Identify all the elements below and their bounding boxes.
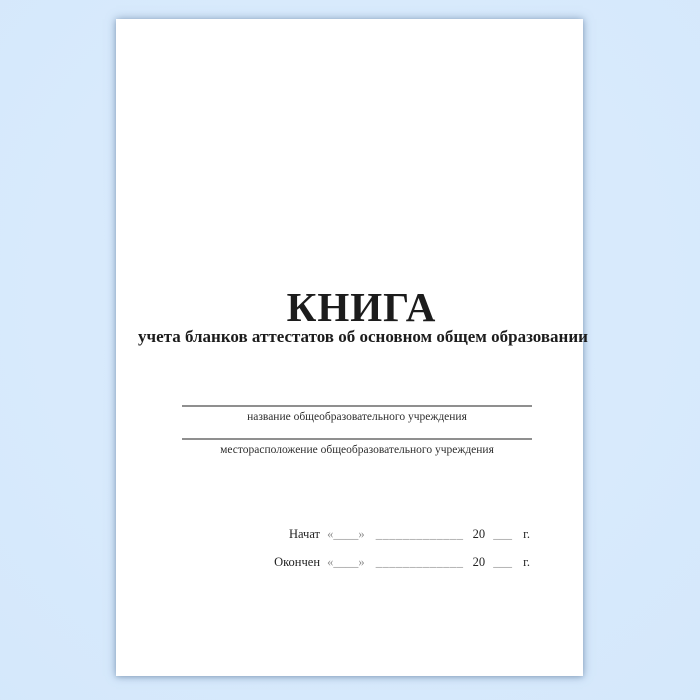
institution-name-field [182,405,532,424]
institution-location-caption: месторасположение общеобразовательного учреждения [220,444,494,456]
blank-write-line [182,405,532,407]
institution-name-caption: название общеобразовательного учреждения [247,411,467,423]
finished-year-suffix: г. [523,555,530,569]
started-date-row [289,528,530,541]
finished-month-blank: _____________ [375,555,464,569]
started-day-blank: «____» [327,527,365,541]
page-subtitle: учета бланков аттестатов об основном общем образовании [138,327,588,346]
finished-date-row [274,556,530,569]
started-month-blank: _____________ [375,527,464,541]
started-year-blank: ___ [493,527,513,541]
finished-year-prefix: 20 [472,555,486,569]
started-year-suffix: г. [523,527,530,541]
finished-day-blank: «____» [327,555,365,569]
started-label: Начат [288,527,321,541]
finished-label: Окончен [274,555,321,569]
started-year-prefix: 20 [472,527,486,541]
institution-location-field [182,438,532,457]
finished-year-blank: ___ [493,555,513,569]
blank-write-line [182,438,532,440]
book-cover-page [116,19,588,676]
page-title: КНИГА [286,284,437,330]
